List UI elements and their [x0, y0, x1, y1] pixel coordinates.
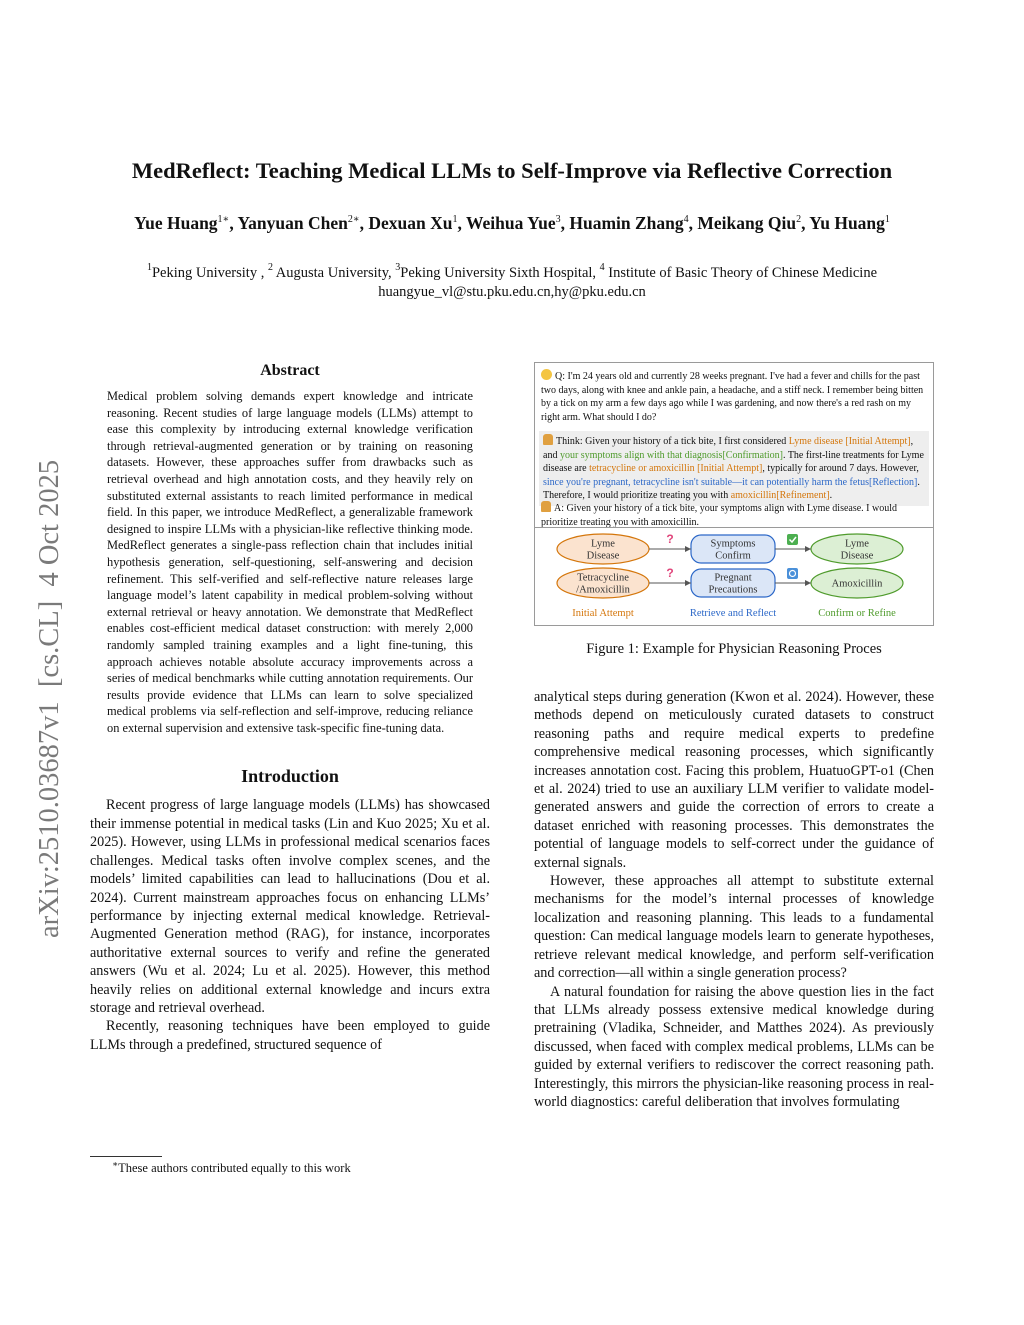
right-column — [534, 362, 934, 1111]
think-segment: . — [829, 490, 833, 502]
body-paragraph: analytical steps during generation (Kwon et al. 2024). However, these methods depend on meticulously curated datasets to construct reasoning paths and require medical experts to predefine comprehensive medical reasoning processes, which significantly increases annotation cost. Facing this problem, HuatuoGPT-o1 (Chen et al. 2024) tried to use an auxiliary LLM verifier to validate model-generated answers and guide the correction of errors to create a dataset enriched with reasoning processes. This demonstrates the potential of language models to self-correct under the guidance of external signals. — [534, 689, 934, 871]
flow-stage-label: Retrieve and Reflect — [689, 608, 777, 619]
patient-icon — [541, 369, 552, 380]
introduction-heading: Introduction — [241, 766, 339, 787]
figure-answer — [541, 501, 927, 529]
footnote-rule — [90, 1156, 162, 1157]
author-affiliation-mark: 1 — [884, 214, 890, 225]
flow-arrowhead — [805, 546, 811, 552]
affiliation-mark: 3 — [395, 262, 401, 273]
question-label: Q: — [555, 371, 565, 382]
arxiv-identifier-text: arXiv:2510.03687v1 [cs.CL] 4 Oct 2025 — [34, 459, 65, 938]
author-name: Yue Huang — [134, 213, 218, 233]
author-name: Meikang Qiu — [697, 213, 797, 233]
author-affiliation-mark: 2 — [796, 214, 802, 225]
author-affiliation-mark: 2∗ — [347, 214, 360, 225]
flow-node-label: Symptoms Confirm — [710, 538, 756, 562]
refresh-icon — [787, 568, 798, 579]
affiliation-name: Peking University Sixth Hospital, — [400, 265, 600, 281]
think-segment: amoxicillin[Refinement] — [730, 490, 830, 502]
question-text: I'm 24 years old and currently 28 weeks pregnant. I've had a fever and chills for the past two days, along with knee and ankle pain, a headache, and a stiff neck. I remember being bitten by a tick on my arm a few days ago while I was gardening, and now there's a red rash on my right arm. What should I do? — [541, 371, 924, 423]
affiliation-line — [60, 264, 964, 283]
think-segment: . The first-line treatments for Lyme disease are — [543, 449, 924, 475]
affiliation-name: Augusta University, — [272, 265, 396, 281]
affiliation-name: Peking University , — [151, 265, 268, 281]
reasoning-flow-diagram — [535, 530, 933, 624]
think-segment: your symptoms align with that diagnosis[Confirmation] — [559, 449, 783, 461]
think-segment: tetracycline or amoxicillin [Initial Attempt] — [589, 463, 763, 475]
think-label: Think: — [556, 436, 583, 447]
body-paragraph: A natural foundation for raising the above question lies in the fact that LLMs already possess extensive medical knowledge during pretraining (Vladika, Schneider, and Matthes 2024). As previously discussed, when faced with complex medical problems, LLMs can be guided by external verifiers to rediscover the correct reasoning path. Interestingly, this mirrors the physician-like reasoning process in real-world diagnostics: careful deliberation that involves formulating — [534, 983, 934, 1110]
flow-node-label: Amoxicillin — [831, 578, 883, 590]
arxiv-identifier-svg — [22, 380, 70, 940]
right-body-text — [534, 688, 934, 1111]
flow-node-label: Pregnant Precautions — [708, 572, 758, 596]
think-segment: , and — [543, 436, 914, 461]
intro-paragraph: Recently, reasoning techniques have been employed to guide LLMs through a predefined, structured sequence of — [90, 1018, 490, 1053]
author-name: Huamin Zhang — [569, 213, 684, 233]
answer-label: A: — [554, 503, 564, 514]
author-emails: huangyue_vl@stu.pku.edu.cn,hy@pku.edu.cn — [378, 284, 646, 300]
think-segment: . Therefore, I would prioritize treating you with — [543, 476, 920, 502]
abstract-text: Medical problem solving demands expert knowledge and intricate reasoning. Recent studies of large language models (LLMs) attempt to ease this complexity by introducing external knowledge verification through retrieval-augmented generation or by training on reasoning datasets. However, these approaches suffer from drawbacks such as retrieval overhead and high annotation costs, and they heavily rely on substituted external assistants to reach limited performance in medical field. In this paper, we introduce MedReflect, a generalizable framework designed to inspire LLMs with a physician-like reflective thinking mode. MedReflect generates a single-pass reflection chain that includes initial hypothesis generation, self-questioning, self-answering and decision refinement. This self-verified and self-reflective nature releases large language model’s latent capability in medical problem-solving without external retrieval or heavy annotation. We demonstrate that MedReflect enables cost-efficient medical dataset construction: with merely 2,000 randomly sampled training examples and a light fine-tuning, this approach achieves notable absolute accuracy improvements across a series of medical benchmarks while cutting annotation requirements. Our results provide evidence that LLMs can learn to solve specialized medical problems via self-reflection and self-improve, reducing reliance on external supervision and extensive task-specific fine-tuning data. — [107, 389, 473, 735]
answer-text: Given your history of a tick bite, your symptoms align with Lyme disease. I would prioritize treating you with amoxicillin. — [541, 503, 898, 528]
footnote — [112, 1161, 351, 1176]
think-text — [543, 436, 924, 501]
flow-node-label: Lyme Disease — [840, 538, 874, 562]
flow-arrowhead — [685, 580, 691, 586]
paper-title: MedReflect: Teaching Medical LLMs to Self-Improve via Reflective Correction — [131, 158, 893, 183]
author-affiliation-mark: 1 — [452, 214, 458, 225]
flow-arrowhead — [805, 580, 811, 586]
footnote-mark: ∗ — [112, 1159, 119, 1169]
check-icon — [787, 534, 798, 545]
author-name: Yu Huang — [809, 213, 885, 233]
author-list: Yue Huang$^{1∗}$, Yanyuan Chen$^{2∗}$, Dexuan Xu$^1$, Weihua Yue$^3$, Huamin Zhang$^4$, Meikang Qiu$^2$, Yu Huang$^1$ — [134, 213, 890, 233]
flow-arrowhead — [685, 546, 691, 552]
affiliations — [60, 264, 964, 302]
author-name: Dexuan Xu — [368, 213, 453, 233]
doctor-icon — [541, 501, 551, 512]
flow-stage-label: Confirm or Refine — [818, 608, 896, 619]
figure-divider — [535, 527, 933, 528]
affiliation-mark: 1 — [146, 262, 152, 273]
affiliation-name: Institute of Basic Theory of Chinese Medicine — [604, 265, 878, 281]
author-affiliation-mark: 1∗ — [217, 214, 230, 225]
author-affiliation-mark: 4 — [683, 214, 689, 225]
question-mark-icon: ? — [666, 566, 674, 580]
author-name: Weihua Yue — [465, 213, 556, 233]
flow-node-label: Lyme Disease — [586, 538, 620, 562]
author-affiliation-mark: 3 — [555, 214, 561, 225]
author-name: Yanyuan Chen — [237, 213, 348, 233]
think-segment: Given your history of a tick bite, I first considered — [582, 436, 789, 447]
doctor-icon — [543, 434, 553, 445]
question-mark-icon: ? — [666, 532, 674, 546]
think-segment: since you're pregnant, tetracycline isn't suitable—it can potentially harm the fetus[Reflection] — [543, 476, 918, 488]
think-segment: , typically for around 7 days. However, — [762, 463, 919, 475]
left-column — [90, 362, 490, 1054]
figure-caption: Figure 1: Example for Physician Reasoning Proces — [586, 641, 882, 657]
footnote-text: These authors contributed equally to this work — [118, 1161, 351, 1175]
figure-question — [541, 369, 927, 424]
affiliation-mark: 2 — [267, 262, 273, 273]
flow-node-label: Tetracycline /Amoxicillin — [576, 572, 630, 596]
figure-1 — [534, 362, 934, 626]
abstract-heading: Abstract — [260, 362, 320, 379]
intro-paragraph: Recent progress of large language models (LLMs) has showcased their immense potential in medical tasks (Lin and Kuo 2025; Xu et al. 2025). However, using LLMs in professional medical scenarios faces challenges. Medical tasks often involve complex scenes, and the models’ limited capabilities can lead to hallucinations (Dou et al. 2024). Current mainstream approaches focus on enhancing LLMs’ performance by injecting external medical knowledge. Retrieval-Augmented Generation method (RAG), for instance, incorporates authoritative external sources to verify and refine the generated answers (Wu et al. 2024; Lu et al. 2025). However, this method heavily relies on additional external knowledge and incurs extra storage and retrieval overhead. — [90, 797, 490, 1016]
flow-stage-label: Initial Attempt — [572, 608, 634, 619]
arxiv-identifier-stamp — [22, 380, 70, 940]
figure-think-box — [539, 431, 929, 506]
think-segment: Lyme disease [Initial Attempt] — [788, 436, 911, 447]
affiliation-mark: 4 — [599, 262, 605, 273]
body-paragraph: However, these approaches all attempt to substitute external mechanisms for the model’s internal processes of knowledge localization and reasoning planning. This leads to a fundamental question: Can medical language models learn to generate hypotheses, retrieve relevant medical knowledge, and perform self-verification and correction—all within a single generation process? — [534, 873, 934, 982]
